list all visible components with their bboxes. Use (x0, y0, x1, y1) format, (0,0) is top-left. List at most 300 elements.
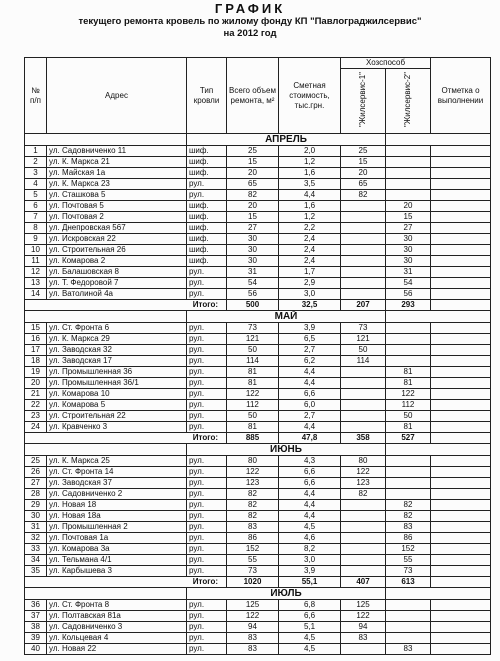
row-zhilservis-1 (341, 566, 386, 577)
row-roof-type: рул. (187, 544, 227, 555)
header-cost: Сметная стоимость, тыс.грн. (279, 58, 341, 134)
total-zhilservis-1: 358 (341, 433, 386, 444)
row-address: ул. Т. Федоровой 7 (47, 278, 187, 289)
row-roof-type: шиф. (187, 168, 227, 179)
row-address: ул. Ст. Фронта 14 (47, 467, 187, 478)
row-note (431, 533, 491, 544)
row-cost: 4,3 (279, 456, 341, 467)
row-note (431, 267, 491, 278)
row-number: 33 (25, 544, 47, 555)
table-row (25, 489, 491, 500)
row-zhilservis-2 (386, 467, 431, 478)
row-volume: 15 (227, 212, 279, 223)
row-address: ул. Строительная 26 (47, 245, 187, 256)
row-volume: 73 (227, 323, 279, 334)
table-row (25, 500, 491, 511)
row-zhilservis-1 (341, 289, 386, 300)
row-note (431, 566, 491, 577)
row-cost: 2,7 (279, 411, 341, 422)
table-row (25, 245, 491, 256)
row-note (431, 278, 491, 289)
row-volume: 31 (227, 267, 279, 278)
row-zhilservis-2: 83 (386, 644, 431, 655)
table-row (25, 345, 491, 356)
row-note (431, 334, 491, 345)
row-number: 21 (25, 389, 47, 400)
row-roof-type: шиф. (187, 245, 227, 256)
row-cost: 4,5 (279, 644, 341, 655)
row-roof-type: рул. (187, 389, 227, 400)
row-number: 35 (25, 566, 47, 577)
row-zhilservis-2: 30 (386, 245, 431, 256)
row-cost: 4,5 (279, 633, 341, 644)
row-cost: 2,4 (279, 256, 341, 267)
month-spacer (386, 444, 491, 456)
row-zhilservis-1: 82 (341, 190, 386, 201)
header-zhilservis-1-label: "Жилсервис-1" (358, 72, 367, 127)
table-row (25, 456, 491, 467)
row-cost: 4,4 (279, 500, 341, 511)
header-note: Отметка о выполнении (431, 58, 491, 134)
table-row (25, 356, 491, 367)
row-zhilservis-1: 122 (341, 611, 386, 622)
row-cost: 3,0 (279, 289, 341, 300)
row-zhilservis-2 (386, 633, 431, 644)
table-row (25, 168, 491, 179)
row-zhilservis-2: 27 (386, 223, 431, 234)
row-address: ул. Почтовая 1а (47, 533, 187, 544)
table-row (25, 267, 491, 278)
table-body (25, 134, 491, 655)
row-roof-type: шиф. (187, 256, 227, 267)
row-zhilservis-2 (386, 489, 431, 500)
row-note (431, 644, 491, 655)
row-cost: 6,8 (279, 600, 341, 611)
row-address: ул. Майская 1а (47, 168, 187, 179)
row-cost: 1,7 (279, 267, 341, 278)
table-row (25, 611, 491, 622)
row-note (431, 367, 491, 378)
row-address: ул. Строительная 22 (47, 411, 187, 422)
row-zhilservis-1 (341, 644, 386, 655)
row-number: 38 (25, 622, 47, 633)
row-roof-type: рул. (187, 467, 227, 478)
table-row (25, 389, 491, 400)
repair-schedule-table (24, 57, 491, 655)
row-number: 1 (25, 146, 47, 157)
row-zhilservis-1 (341, 555, 386, 566)
row-zhilservis-1 (341, 234, 386, 245)
row-roof-type: рул. (187, 334, 227, 345)
row-zhilservis-1 (341, 400, 386, 411)
row-zhilservis-2 (386, 356, 431, 367)
total-volume: 885 (227, 433, 279, 444)
row-address: ул. Почтовая 5 (47, 201, 187, 212)
row-roof-type: рул. (187, 478, 227, 489)
table-row (25, 467, 491, 478)
row-volume: 123 (227, 478, 279, 489)
row-zhilservis-1 (341, 256, 386, 267)
row-zhilservis-1 (341, 522, 386, 533)
row-roof-type: рул. (187, 367, 227, 378)
row-cost: 4,4 (279, 489, 341, 500)
header-type: Тип кровли (187, 58, 227, 134)
row-zhilservis-2 (386, 345, 431, 356)
row-roof-type: шиф. (187, 146, 227, 157)
table-row (25, 367, 491, 378)
row-address: ул. Искровская 22 (47, 234, 187, 245)
document-subtitle-line2: на 2012 год (223, 28, 277, 39)
row-zhilservis-1: 122 (341, 467, 386, 478)
row-cost: 4,4 (279, 367, 341, 378)
row-number: 19 (25, 367, 47, 378)
row-zhilservis-1 (341, 511, 386, 522)
row-number: 18 (25, 356, 47, 367)
table-row (25, 146, 491, 157)
month-spacer (386, 588, 491, 600)
row-volume: 152 (227, 544, 279, 555)
row-number: 28 (25, 489, 47, 500)
row-cost: 4,4 (279, 511, 341, 522)
table-row (25, 566, 491, 577)
row-zhilservis-2: 81 (386, 378, 431, 389)
row-cost: 3,9 (279, 566, 341, 577)
row-zhilservis-2: 81 (386, 422, 431, 433)
month-row (25, 588, 491, 600)
table-row (25, 555, 491, 566)
row-zhilservis-2 (386, 478, 431, 489)
row-zhilservis-1 (341, 389, 386, 400)
row-address: ул. Садовниченко 3 (47, 622, 187, 633)
row-cost: 1,6 (279, 201, 341, 212)
row-address: ул. К. Маркса 21 (47, 157, 187, 168)
table-row (25, 511, 491, 522)
row-number: 14 (25, 289, 47, 300)
row-number: 2 (25, 157, 47, 168)
row-roof-type: рул. (187, 533, 227, 544)
row-note (431, 201, 491, 212)
month-label: ИЮНЬ (187, 444, 386, 456)
row-zhilservis-2: 81 (386, 367, 431, 378)
month-spacer (386, 311, 491, 323)
document-title: ГРАФИК (214, 1, 286, 16)
row-volume: 81 (227, 422, 279, 433)
table-row (25, 400, 491, 411)
row-zhilservis-2: 54 (386, 278, 431, 289)
row-roof-type: рул. (187, 566, 227, 577)
row-zhilservis-1 (341, 223, 386, 234)
row-number: 40 (25, 644, 47, 655)
table-row (25, 600, 491, 611)
month-label: АПРЕЛЬ (187, 134, 386, 146)
row-roof-type: рул. (187, 600, 227, 611)
header-zhilservis-2 (386, 69, 431, 134)
total-cost: 55,1 (279, 577, 341, 588)
row-note (431, 422, 491, 433)
row-cost: 1,2 (279, 212, 341, 223)
total-row (25, 300, 491, 311)
row-note (431, 522, 491, 533)
row-address: ул. Комарова 5 (47, 400, 187, 411)
header-zhilservis-2-label: "Жилсервис-2" (403, 72, 412, 127)
total-zhilservis-2: 293 (386, 300, 431, 311)
row-roof-type: шиф. (187, 212, 227, 223)
row-volume: 122 (227, 467, 279, 478)
row-zhilservis-1 (341, 500, 386, 511)
row-roof-type: шиф. (187, 234, 227, 245)
row-zhilservis-2: 20 (386, 201, 431, 212)
row-volume: 122 (227, 389, 279, 400)
row-address: ул. Садовниченко 11 (47, 146, 187, 157)
month-spacer (25, 311, 187, 323)
row-zhilservis-2: 56 (386, 289, 431, 300)
row-address: ул. Ватолиной 4а (47, 289, 187, 300)
total-row (25, 577, 491, 588)
row-cost: 6,5 (279, 334, 341, 345)
table-row (25, 334, 491, 345)
row-volume: 15 (227, 157, 279, 168)
row-cost: 6,2 (279, 356, 341, 367)
row-volume: 50 (227, 345, 279, 356)
row-volume: 20 (227, 201, 279, 212)
row-zhilservis-1 (341, 212, 386, 223)
row-roof-type: рул. (187, 179, 227, 190)
row-cost: 6,0 (279, 400, 341, 411)
row-note (431, 500, 491, 511)
row-volume: 82 (227, 489, 279, 500)
total-note (431, 577, 491, 588)
table-row (25, 544, 491, 555)
row-roof-type: шиф. (187, 201, 227, 212)
row-cost: 1,6 (279, 168, 341, 179)
row-number: 37 (25, 611, 47, 622)
row-cost: 2,9 (279, 278, 341, 289)
row-volume: 30 (227, 234, 279, 245)
row-roof-type: рул. (187, 356, 227, 367)
row-zhilservis-1: 114 (341, 356, 386, 367)
row-zhilservis-1 (341, 278, 386, 289)
row-volume: 82 (227, 190, 279, 201)
row-volume: 121 (227, 334, 279, 345)
row-address: ул. К. Маркса 23 (47, 179, 187, 190)
total-note (431, 433, 491, 444)
row-cost: 2,2 (279, 223, 341, 234)
row-number: 8 (25, 223, 47, 234)
row-zhilservis-1: 15 (341, 157, 386, 168)
row-address: ул. Заводская 37 (47, 478, 187, 489)
row-volume: 83 (227, 522, 279, 533)
row-number: 7 (25, 212, 47, 223)
row-volume: 125 (227, 600, 279, 611)
table-row (25, 633, 491, 644)
row-zhilservis-1: 121 (341, 334, 386, 345)
row-address: ул. Промышленная 36 (47, 367, 187, 378)
row-number: 31 (25, 522, 47, 533)
row-volume: 30 (227, 245, 279, 256)
row-cost: 2,4 (279, 234, 341, 245)
row-cost: 2,4 (279, 245, 341, 256)
row-zhilservis-1 (341, 245, 386, 256)
row-volume: 20 (227, 168, 279, 179)
row-volume: 73 (227, 566, 279, 577)
row-cost: 4,4 (279, 422, 341, 433)
row-zhilservis-1: 94 (341, 622, 386, 633)
row-note (431, 389, 491, 400)
row-note (431, 400, 491, 411)
row-zhilservis-2: 122 (386, 389, 431, 400)
row-cost: 4,4 (279, 190, 341, 201)
row-roof-type: рул. (187, 500, 227, 511)
row-cost: 3,0 (279, 555, 341, 566)
row-volume: 83 (227, 644, 279, 655)
row-cost: 3,5 (279, 179, 341, 190)
table-row (25, 201, 491, 212)
month-spacer (25, 134, 187, 146)
row-cost: 6,6 (279, 389, 341, 400)
row-volume: 112 (227, 400, 279, 411)
month-spacer (25, 444, 187, 456)
row-roof-type: рул. (187, 511, 227, 522)
row-address: ул. Тельмана 4/1 (47, 555, 187, 566)
row-address: ул. Промышленная 36/1 (47, 378, 187, 389)
row-cost: 2,7 (279, 345, 341, 356)
row-cost: 4,5 (279, 522, 341, 533)
total-label: Итого: (25, 577, 227, 588)
row-zhilservis-2 (386, 323, 431, 334)
row-number: 29 (25, 500, 47, 511)
row-address: ул. К. Маркса 29 (47, 334, 187, 345)
total-zhilservis-1: 407 (341, 577, 386, 588)
row-cost: 8,2 (279, 544, 341, 555)
row-cost: 3,9 (279, 323, 341, 334)
row-number: 16 (25, 334, 47, 345)
row-volume: 82 (227, 511, 279, 522)
row-zhilservis-1 (341, 267, 386, 278)
row-number: 11 (25, 256, 47, 267)
row-volume: 83 (227, 633, 279, 644)
row-zhilservis-2 (386, 190, 431, 201)
total-cost: 47,8 (279, 433, 341, 444)
row-note (431, 511, 491, 522)
row-zhilservis-2 (386, 611, 431, 622)
row-note (431, 234, 491, 245)
row-roof-type: рул. (187, 289, 227, 300)
row-zhilservis-1: 20 (341, 168, 386, 179)
row-cost: 4,4 (279, 378, 341, 389)
total-label: Итого: (25, 433, 227, 444)
table-row (25, 622, 491, 633)
row-roof-type: рул. (187, 278, 227, 289)
row-zhilservis-1: 123 (341, 478, 386, 489)
row-note (431, 157, 491, 168)
row-cost: 6,6 (279, 611, 341, 622)
row-zhilservis-2: 15 (386, 212, 431, 223)
table-row (25, 478, 491, 489)
row-note (431, 378, 491, 389)
row-number: 34 (25, 555, 47, 566)
row-volume: 50 (227, 411, 279, 422)
row-zhilservis-2 (386, 334, 431, 345)
table-row (25, 289, 491, 300)
row-roof-type: рул. (187, 489, 227, 500)
row-roof-type: рул. (187, 633, 227, 644)
total-volume: 1020 (227, 577, 279, 588)
row-number: 10 (25, 245, 47, 256)
row-volume: 65 (227, 179, 279, 190)
table-row (25, 223, 491, 234)
row-zhilservis-2 (386, 600, 431, 611)
table-row (25, 234, 491, 245)
table-row (25, 157, 491, 168)
row-address: ул. Карбышева 3 (47, 566, 187, 577)
row-zhilservis-2 (386, 157, 431, 168)
row-zhilservis-1 (341, 367, 386, 378)
row-volume: 81 (227, 367, 279, 378)
row-note (431, 190, 491, 201)
row-roof-type: рул. (187, 456, 227, 467)
row-zhilservis-2: 55 (386, 555, 431, 566)
row-zhilservis-1 (341, 544, 386, 555)
row-zhilservis-2: 50 (386, 411, 431, 422)
month-label: МАЙ (187, 311, 386, 323)
row-number: 22 (25, 400, 47, 411)
row-zhilservis-2: 30 (386, 256, 431, 267)
row-zhilservis-1 (341, 378, 386, 389)
row-volume: 82 (227, 500, 279, 511)
row-note (431, 600, 491, 611)
row-number: 6 (25, 201, 47, 212)
row-volume: 25 (227, 146, 279, 157)
row-number: 25 (25, 456, 47, 467)
row-address: ул. Комарова 2 (47, 256, 187, 267)
header-num: № п/п (25, 58, 47, 134)
row-roof-type: рул. (187, 422, 227, 433)
row-zhilservis-1: 83 (341, 633, 386, 644)
row-roof-type: рул. (187, 190, 227, 201)
row-note (431, 245, 491, 256)
row-volume: 94 (227, 622, 279, 633)
row-cost: 4,6 (279, 533, 341, 544)
table-row (25, 422, 491, 433)
header-zhilservis-1 (341, 69, 386, 134)
row-note (431, 611, 491, 622)
row-address: ул. Сташкова 5 (47, 190, 187, 201)
row-note (431, 212, 491, 223)
row-roof-type: рул. (187, 267, 227, 278)
month-label: ИЮЛЬ (187, 588, 386, 600)
row-zhilservis-2: 73 (386, 566, 431, 577)
row-note (431, 544, 491, 555)
total-row (25, 433, 491, 444)
row-zhilservis-1: 65 (341, 179, 386, 190)
row-number: 23 (25, 411, 47, 422)
month-row (25, 311, 491, 323)
row-number: 30 (25, 511, 47, 522)
row-note (431, 168, 491, 179)
row-zhilservis-1: 25 (341, 146, 386, 157)
row-address: ул. Полтавская 81а (47, 611, 187, 622)
row-zhilservis-1 (341, 201, 386, 212)
table-row (25, 323, 491, 334)
row-cost: 5,1 (279, 622, 341, 633)
total-zhilservis-1: 207 (341, 300, 386, 311)
row-number: 26 (25, 467, 47, 478)
row-number: 24 (25, 422, 47, 433)
table-row (25, 179, 491, 190)
month-row (25, 444, 491, 456)
row-cost: 6,6 (279, 478, 341, 489)
row-zhilservis-2: 30 (386, 234, 431, 245)
